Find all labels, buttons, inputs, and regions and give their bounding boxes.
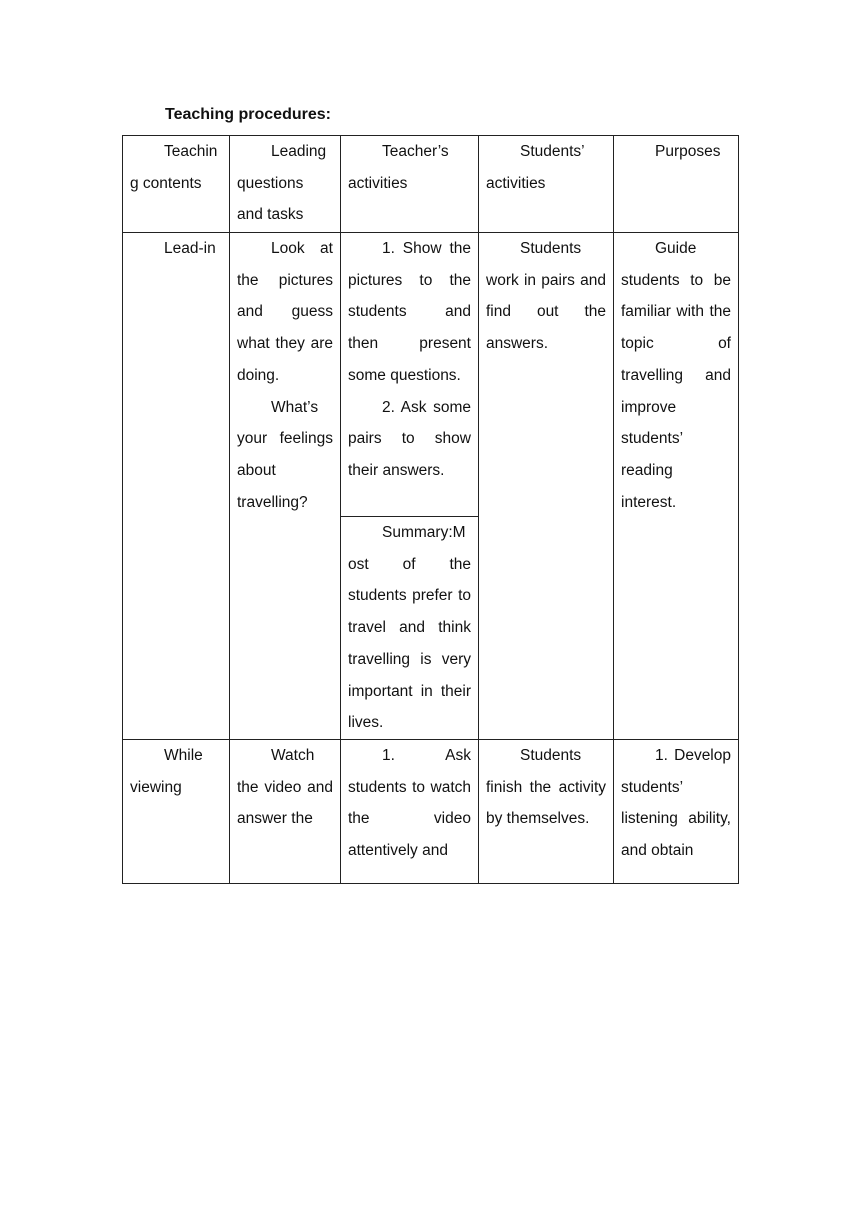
lead-in-students-text: Students work in pairs and find out the answers. xyxy=(486,240,606,353)
lead-in-teacher-step-2: 2. Ask some pairs to show their answers. xyxy=(348,398,471,479)
header-teaching-contents xyxy=(123,136,230,233)
header-teaching-contents-text: Teaching contents xyxy=(130,143,218,192)
lead-in-contents-cell xyxy=(123,233,230,740)
while-viewing-questions-cell xyxy=(230,739,341,883)
header-leading-questions-text: Leading questions and tasks xyxy=(237,143,327,224)
teaching-procedures-table xyxy=(122,135,739,884)
while-viewing-contents-cell xyxy=(123,739,230,883)
header-purposes-text: Purposes xyxy=(655,143,721,160)
while-viewing-students-cell xyxy=(479,739,614,883)
while-viewing-purposes-cell xyxy=(614,739,739,883)
lead-in-summary-cell xyxy=(341,517,479,740)
while-viewing-row xyxy=(123,739,739,883)
header-purposes xyxy=(614,136,739,233)
lead-in-question-1: Look at the pictures and guess what they are doing. xyxy=(237,240,333,384)
while-viewing-students-text: Students finish the activity by themselves. xyxy=(486,746,606,828)
lead-in-row-top xyxy=(123,233,739,517)
header-leading-questions xyxy=(230,136,341,233)
header-teachers-activities xyxy=(341,136,479,233)
while-viewing-purposes-text: 1. Develop students’ listening ability, and obtain xyxy=(621,746,731,860)
table-header-row xyxy=(123,136,739,233)
header-students-activities xyxy=(479,136,614,233)
lead-in-teacher-cell xyxy=(341,233,479,517)
header-teachers-activities-text: Teacher’s activities xyxy=(348,143,449,192)
while-viewing-questions-text: Watch the video and answer the xyxy=(237,746,333,828)
lead-in-contents-text: Lead-in xyxy=(164,240,216,257)
lead-in-purposes-text: Guide students to be familiar with the topic of travelling and improve students’ reading interest. xyxy=(621,240,731,511)
lead-in-questions-cell xyxy=(230,233,341,740)
lead-in-purposes-cell xyxy=(614,233,739,740)
lead-in-teacher-step-1: 1. Show the pictures to the students and then present some questions. xyxy=(348,240,471,384)
lead-in-question-2: What’s your feelings about travelling? xyxy=(237,398,333,511)
while-viewing-contents-text: While viewing xyxy=(130,746,203,796)
while-viewing-teacher-cell xyxy=(341,739,479,883)
page-heading: Teaching procedures: xyxy=(165,106,331,123)
lead-in-students-cell xyxy=(479,233,614,740)
while-viewing-teacher-text: 1. Ask students to watch the video attentively and xyxy=(348,746,471,860)
header-students-activities-text: Students’ activities xyxy=(486,143,585,192)
lead-in-summary-text: Summary:Most of the students prefer to travel and think travelling is very important in their lives. xyxy=(348,524,471,732)
